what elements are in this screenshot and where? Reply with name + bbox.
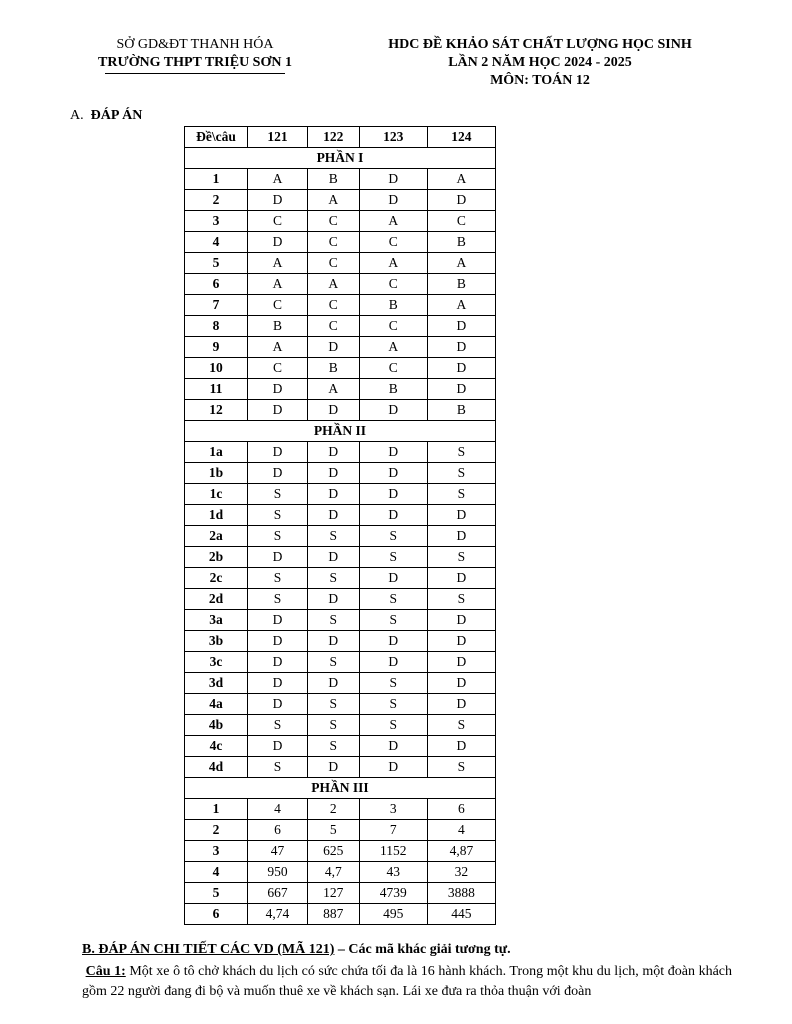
- answer-cell: A: [248, 274, 308, 295]
- answer-cell: D: [359, 631, 427, 652]
- answer-cell: S: [307, 652, 359, 673]
- question-number: 2c: [185, 568, 248, 589]
- table-row: [185, 652, 496, 673]
- answer-cell: B: [248, 316, 308, 337]
- school-name: TRƯỜNG THPT TRIỆU SƠN 1: [98, 55, 292, 70]
- table-row: [185, 253, 496, 274]
- question-number: 5: [185, 253, 248, 274]
- answer-cell: S: [359, 526, 427, 547]
- table-header-row: [185, 127, 496, 148]
- answer-cell: D: [359, 190, 427, 211]
- table-row: [185, 673, 496, 694]
- answer-cell: C: [359, 358, 427, 379]
- answer-cell: S: [248, 526, 308, 547]
- table-row: [185, 841, 496, 862]
- part-title: PHẦN I: [185, 148, 496, 169]
- answer-cell: D: [359, 169, 427, 190]
- answer-cell: D: [359, 400, 427, 421]
- table-row: [185, 883, 496, 904]
- question-number: 6: [185, 274, 248, 295]
- answer-cell: 445: [427, 904, 495, 925]
- answer-cell: D: [359, 505, 427, 526]
- table-row: [185, 190, 496, 211]
- answer-cell: D: [248, 694, 308, 715]
- answer-cell: A: [307, 190, 359, 211]
- question-number: 4d: [185, 757, 248, 778]
- answer-cell: C: [427, 211, 495, 232]
- table-row: [185, 694, 496, 715]
- question-number: 3c: [185, 652, 248, 673]
- answer-cell: D: [248, 673, 308, 694]
- table-row: [185, 379, 496, 400]
- table-row: [185, 505, 496, 526]
- question-number: 2a: [185, 526, 248, 547]
- answer-cell: 667: [248, 883, 308, 904]
- table-row: [185, 526, 496, 547]
- answer-cell: S: [248, 568, 308, 589]
- table-row: [185, 547, 496, 568]
- answer-cell: D: [307, 589, 359, 610]
- table-row: [185, 232, 496, 253]
- table-row: [185, 568, 496, 589]
- answer-cell: D: [427, 337, 495, 358]
- answer-cell: S: [359, 673, 427, 694]
- question-number: 3a: [185, 610, 248, 631]
- answer-cell: D: [248, 379, 308, 400]
- answer-cell: C: [307, 211, 359, 232]
- part-title: PHẦN II: [185, 421, 496, 442]
- answer-cell: S: [427, 442, 495, 463]
- answer-cell: D: [359, 652, 427, 673]
- answer-cell: D: [307, 631, 359, 652]
- exam-code-header: 122: [307, 127, 359, 148]
- answer-cell: S: [427, 589, 495, 610]
- question-number: 6: [185, 904, 248, 925]
- question-number: 1c: [185, 484, 248, 505]
- answer-cell: D: [307, 442, 359, 463]
- table-row: [185, 484, 496, 505]
- question-number: 1: [185, 169, 248, 190]
- answer-cell: S: [359, 715, 427, 736]
- answer-cell: A: [307, 379, 359, 400]
- section-a-prefix: A.: [70, 108, 84, 123]
- answer-cell: C: [359, 232, 427, 253]
- exam-code-header: 124: [427, 127, 495, 148]
- question-number: 8: [185, 316, 248, 337]
- answer-cell: S: [427, 463, 495, 484]
- answer-cell: D: [427, 736, 495, 757]
- answer-cell: D: [307, 400, 359, 421]
- answer-cell: B: [359, 295, 427, 316]
- answer-cell: 950: [248, 862, 308, 883]
- answer-cell: 3: [359, 799, 427, 820]
- answer-cell: D: [307, 547, 359, 568]
- table-row: [185, 337, 496, 358]
- answer-cell: B: [427, 232, 495, 253]
- answer-cell: S: [248, 484, 308, 505]
- answer-cell: D: [248, 442, 308, 463]
- answer-cell: C: [307, 316, 359, 337]
- answer-cell: B: [307, 169, 359, 190]
- answer-cell: B: [427, 400, 495, 421]
- table-row: [185, 799, 496, 820]
- answer-cell: A: [248, 253, 308, 274]
- answer-cell: C: [359, 274, 427, 295]
- answer-cell: D: [427, 652, 495, 673]
- answer-cell: A: [359, 253, 427, 274]
- answer-cell: 4739: [359, 883, 427, 904]
- answer-cell: S: [307, 610, 359, 631]
- answer-cell: 4: [427, 820, 495, 841]
- answer-cell: D: [359, 568, 427, 589]
- answer-cell: D: [248, 190, 308, 211]
- section-a-heading: [70, 108, 142, 124]
- answer-cell: S: [307, 715, 359, 736]
- section-b-note: – Các mã khác giải tương tự.: [334, 942, 511, 957]
- answer-cell: 4,87: [427, 841, 495, 862]
- question-number: 1b: [185, 463, 248, 484]
- answer-cell: S: [307, 568, 359, 589]
- answer-cell: 2: [307, 799, 359, 820]
- question-number: 4: [185, 232, 248, 253]
- question-number: 7: [185, 295, 248, 316]
- table-row: [185, 589, 496, 610]
- table-row: [185, 631, 496, 652]
- question-paragraph: [82, 962, 732, 1002]
- answer-cell: A: [427, 253, 495, 274]
- answer-cell: S: [248, 715, 308, 736]
- question-number: 12: [185, 400, 248, 421]
- answer-table: [184, 126, 496, 925]
- answer-cell: D: [248, 463, 308, 484]
- answer-cell: 4,74: [248, 904, 308, 925]
- answer-cell: B: [427, 274, 495, 295]
- answer-cell: C: [307, 295, 359, 316]
- answer-cell: S: [427, 484, 495, 505]
- answer-cell: C: [307, 253, 359, 274]
- answer-cell: D: [307, 757, 359, 778]
- answer-cell: A: [359, 211, 427, 232]
- question-number: 2d: [185, 589, 248, 610]
- table-row: [185, 463, 496, 484]
- answer-cell: S: [359, 589, 427, 610]
- question-number: 3d: [185, 673, 248, 694]
- table-row: [185, 274, 496, 295]
- answer-cell: A: [427, 169, 495, 190]
- answer-cell: S: [427, 547, 495, 568]
- table-row: [185, 610, 496, 631]
- answer-cell: D: [307, 337, 359, 358]
- answer-cell: D: [307, 673, 359, 694]
- section-b-title: B. ĐÁP ÁN CHI TIẾT CÁC VD (MÃ 121): [82, 942, 335, 957]
- answer-cell: D: [307, 505, 359, 526]
- answer-cell: 625: [307, 841, 359, 862]
- table-row: [185, 715, 496, 736]
- question-number: 2: [185, 820, 248, 841]
- answer-cell: D: [248, 652, 308, 673]
- answer-cell: D: [427, 610, 495, 631]
- answer-cell: S: [307, 694, 359, 715]
- answer-cell: D: [248, 736, 308, 757]
- table-row: [185, 820, 496, 841]
- answer-cell: D: [359, 736, 427, 757]
- table-row: [185, 736, 496, 757]
- table-row: [185, 295, 496, 316]
- answer-cell: 1152: [359, 841, 427, 862]
- answer-cell: D: [248, 547, 308, 568]
- answer-cell: C: [248, 358, 308, 379]
- answer-cell: 6: [248, 820, 308, 841]
- answer-cell: D: [248, 610, 308, 631]
- question-number: 2b: [185, 547, 248, 568]
- answer-cell: 4: [248, 799, 308, 820]
- exam-code-header: 121: [248, 127, 308, 148]
- answer-cell: A: [307, 274, 359, 295]
- answer-cell: 127: [307, 883, 359, 904]
- answer-cell: S: [248, 505, 308, 526]
- part-title: PHẦN III: [185, 778, 496, 799]
- exam-code-header: 123: [359, 127, 427, 148]
- answer-cell: D: [359, 463, 427, 484]
- answer-cell: D: [427, 526, 495, 547]
- answer-cell: S: [359, 694, 427, 715]
- answer-cell: A: [248, 169, 308, 190]
- question-number: 4a: [185, 694, 248, 715]
- table-corner-header: Đề\câu: [185, 127, 248, 148]
- answer-cell: 32: [427, 862, 495, 883]
- question-number: 3: [185, 211, 248, 232]
- answer-cell: 5: [307, 820, 359, 841]
- question-number: 10: [185, 358, 248, 379]
- answer-cell: D: [427, 631, 495, 652]
- answer-cell: 7: [359, 820, 427, 841]
- table-row: [185, 904, 496, 925]
- question-number: 5: [185, 883, 248, 904]
- header-left: [60, 36, 330, 72]
- answer-cell: 3888: [427, 883, 495, 904]
- answer-cell: S: [248, 757, 308, 778]
- answer-cell: D: [427, 316, 495, 337]
- department-name: SỞ GD&ĐT THANH HÓA: [116, 37, 274, 52]
- answer-cell: D: [427, 694, 495, 715]
- question-number: 9: [185, 337, 248, 358]
- section-a-title: ĐÁP ÁN: [90, 108, 143, 123]
- answer-cell: D: [359, 442, 427, 463]
- answer-cell: C: [307, 232, 359, 253]
- answer-cell: D: [427, 358, 495, 379]
- question-number: 4: [185, 862, 248, 883]
- part-heading-row: [185, 421, 496, 442]
- table-row: [185, 442, 496, 463]
- answer-cell: A: [427, 295, 495, 316]
- table-row: [185, 358, 496, 379]
- answer-cell: 47: [248, 841, 308, 862]
- answer-cell: D: [427, 673, 495, 694]
- question-number: 4b: [185, 715, 248, 736]
- table-row: [185, 316, 496, 337]
- question-number: 3: [185, 841, 248, 862]
- answer-cell: D: [427, 505, 495, 526]
- answer-cell: D: [248, 400, 308, 421]
- answer-cell: C: [359, 316, 427, 337]
- part-heading-row: [185, 778, 496, 799]
- answer-cell: 6: [427, 799, 495, 820]
- answer-cell: S: [359, 610, 427, 631]
- answer-cell: D: [307, 463, 359, 484]
- answer-cell: 887: [307, 904, 359, 925]
- answer-cell: B: [307, 358, 359, 379]
- answer-cell: C: [248, 295, 308, 316]
- answer-cell: D: [427, 190, 495, 211]
- answer-cell: S: [307, 526, 359, 547]
- answer-cell: D: [248, 631, 308, 652]
- question-number: 2: [185, 190, 248, 211]
- answer-cell: A: [248, 337, 308, 358]
- answer-cell: S: [248, 589, 308, 610]
- answer-cell: D: [427, 379, 495, 400]
- answer-cell: D: [427, 568, 495, 589]
- exam-round: LẦN 2 NĂM HỌC 2024 - 2025: [448, 55, 632, 70]
- answer-cell: D: [359, 757, 427, 778]
- section-b-heading: [82, 942, 511, 958]
- subject: MÔN: TOÁN 12: [490, 73, 590, 88]
- table-row: [185, 169, 496, 190]
- answer-cell: S: [427, 757, 495, 778]
- question-number: 1d: [185, 505, 248, 526]
- document-title: HDC ĐỀ KHẢO SÁT CHẤT LƯỢNG HỌC SINH: [388, 37, 692, 52]
- question-text: Một xe ô tô chở khách du lịch có sức chứa tối đa là 16 hành khách. Trong một khu du lịch, một đoàn khách gồm 22 người đang đi bộ và muốn thuê xe về khách sạn. Lái xe đưa ra thỏa thuận với đoàn: [82, 964, 733, 999]
- table-row: [185, 400, 496, 421]
- answer-cell: A: [359, 337, 427, 358]
- question-number: 11: [185, 379, 248, 400]
- question-number: 3b: [185, 631, 248, 652]
- answer-cell: C: [248, 211, 308, 232]
- question-number: 4c: [185, 736, 248, 757]
- table-row: [185, 862, 496, 883]
- table-row: [185, 211, 496, 232]
- answer-cell: 495: [359, 904, 427, 925]
- answer-cell: S: [307, 736, 359, 757]
- answer-cell: S: [427, 715, 495, 736]
- question-label: Câu 1:: [85, 964, 126, 979]
- table-row: [185, 757, 496, 778]
- answer-cell: 4,7: [307, 862, 359, 883]
- question-number: 1: [185, 799, 248, 820]
- answer-cell: 43: [359, 862, 427, 883]
- answer-cell: D: [248, 232, 308, 253]
- part-heading-row: [185, 148, 496, 169]
- answer-cell: D: [359, 484, 427, 505]
- answer-cell: D: [307, 484, 359, 505]
- header-right: [340, 36, 740, 90]
- answer-cell: S: [359, 547, 427, 568]
- answer-cell: B: [359, 379, 427, 400]
- question-number: 1a: [185, 442, 248, 463]
- header-divider: [105, 73, 285, 74]
